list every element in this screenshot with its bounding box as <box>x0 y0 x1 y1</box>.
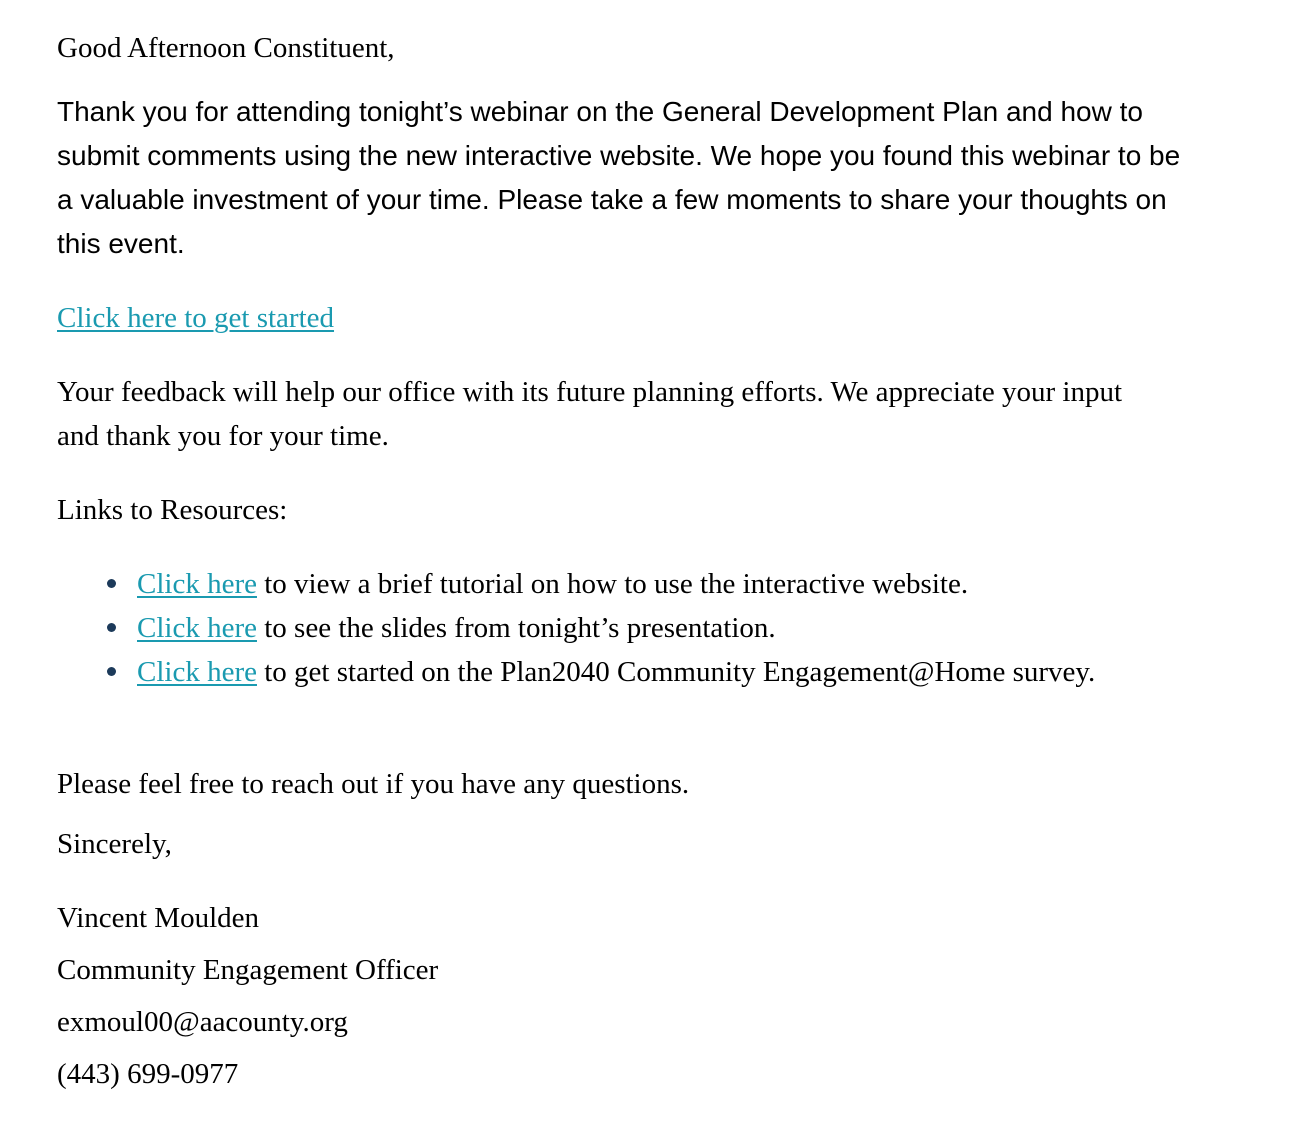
signoff: Sincerely, <box>57 828 172 860</box>
bullet-icon <box>107 623 116 632</box>
signature-name: Vincent Moulden <box>57 902 260 934</box>
intro-paragraph: Thank you for attending tonight’s webinar on the General Development Plan and how to submit comments using the new interactive website. We hope you found this webinar to be a valuable investment of your time. Please take a few moments to share your thoughts on this event. <box>57 96 1181 259</box>
list-item <box>137 606 1147 650</box>
bullet-icon <box>107 667 116 676</box>
resources-list <box>57 562 1147 694</box>
cta-paragraph <box>57 298 334 338</box>
feedback-paragraph: Your feedback will help our office with its future planning efforts. We appreciate your input and thank you for your time. <box>57 376 1123 452</box>
bullet-icon <box>107 579 116 588</box>
list-item <box>137 650 1147 694</box>
list-item-text: to view a brief tutorial on how to use the interactive website. <box>256 568 969 600</box>
list-item <box>137 562 1147 606</box>
resources-heading: Links to Resources: <box>57 494 288 526</box>
get-started-link[interactable]: Click here to get started <box>57 302 335 334</box>
greeting: Good Afternoon Constituent, <box>57 32 395 64</box>
list-item-text: to get started on the Plan2040 Community Engagement@Home survey. <box>256 656 1096 688</box>
closing-paragraph: Please feel free to reach out if you have any questions. <box>57 768 690 800</box>
signature-phone: (443) 699-0977 <box>57 1058 239 1090</box>
tutorial-link[interactable]: Click here <box>137 568 257 600</box>
list-item-text: to see the slides from tonight’s presentation. <box>256 612 776 644</box>
slides-link[interactable]: Click here <box>137 612 257 644</box>
signature-title: Community Engagement Officer <box>57 954 439 986</box>
signature-email: exmoul00@aacounty.org <box>57 1006 348 1038</box>
signature-block <box>57 892 438 1100</box>
survey-link[interactable]: Click here <box>137 656 257 688</box>
